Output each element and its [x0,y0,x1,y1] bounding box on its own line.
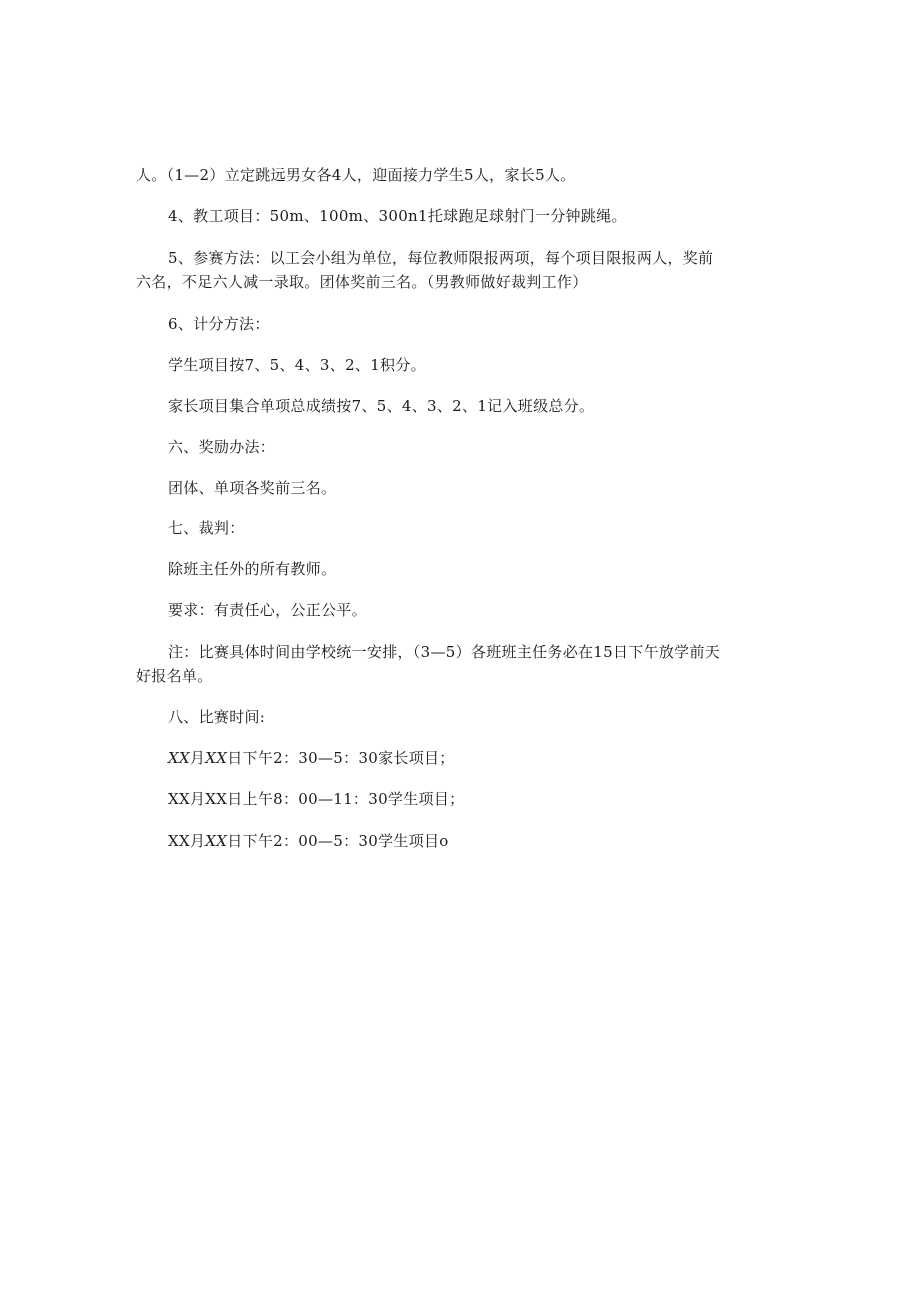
schedule-day-placeholder: XX [205,749,228,767]
section-heading: 八、比赛时间: [168,708,266,726]
section-heading: 6、计分方法： [168,315,270,333]
schedule-line [168,747,455,769]
schedule-month-placeholder: XX [168,749,190,767]
schedule-detail: 日下午2：00—5：30学生项目o [227,832,449,850]
schedule-month-label: 月 [189,749,206,767]
paragraph-line: 要求：有责任心，公正公平。 [168,601,367,619]
paragraph-line: 除班主任外的所有教师。 [168,560,337,578]
paragraph-line: 好报名单。 [136,667,213,685]
section-heading: 六、奖励办法： [168,438,276,456]
paragraph-line: 团体、单项各奖前三名。 [168,479,337,497]
schedule-line [168,830,449,852]
paragraph-line: 注：比赛具体时间由学校统一安排，（3—5）各班班主任务必在15日下午放学前天 [168,643,721,661]
schedule-day-placeholder: XX [205,832,228,850]
paragraph-line: 六名，不足六人减一录取。团体奖前三名。（男教师做好裁判工作） [136,273,588,291]
section-heading: 七、裁判： [168,519,245,537]
paragraph-line: 5、参赛方法：以工会小组为单位，每位教师限报两项，每个项目限报两人，奖前 [168,249,714,267]
schedule-month: XX月 [168,832,206,850]
paragraph-line: 学生项目按7、5、4、3、2、1积分。 [168,356,426,374]
paragraph-line: 家长项目集合单项总成绩按7、5、4、3、2、1记入班级总分。 [168,397,595,415]
paragraph-line: 4、教工项目：50m、100m、300n1托球跑足球射门一分钟跳绳。 [168,207,627,225]
paragraph-line: 人。（1—2）立定跳远男女各4人，迎面接力学生5人，家长5人。 [136,166,576,184]
schedule-line: XX月XX日上午8：00—11：30学生项目； [168,790,465,808]
schedule-detail: 日下午2：30—5：30家长项目； [227,749,455,767]
